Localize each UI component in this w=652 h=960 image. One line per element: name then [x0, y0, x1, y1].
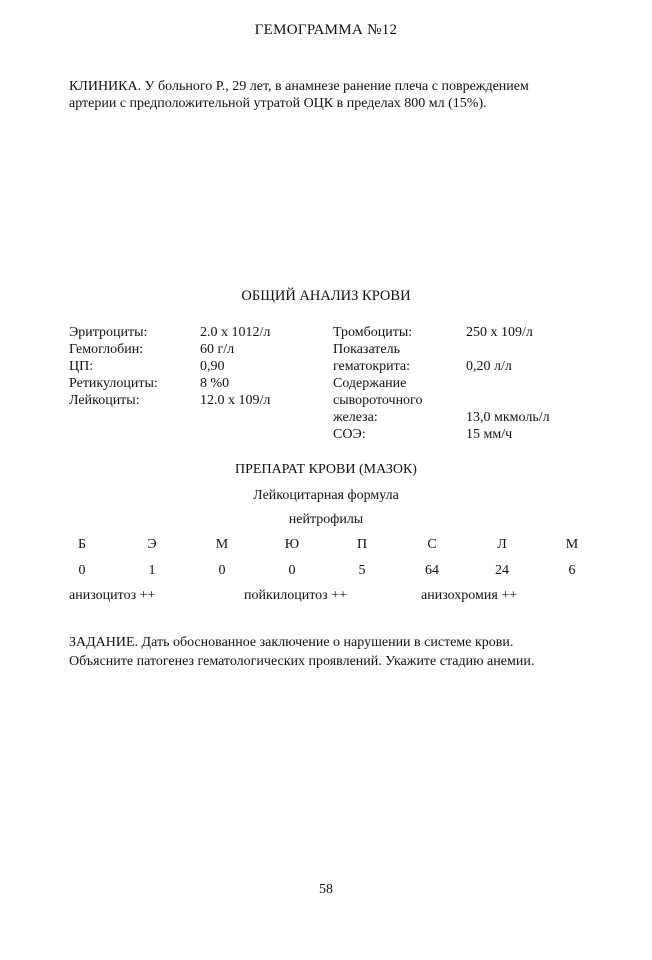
value-serum-iron: 13,0 мкмоль/л: [466, 410, 550, 425]
label-esr: СОЭ:: [333, 427, 366, 442]
value-hematocrit: 0,20 л/л: [466, 359, 512, 374]
value-reticulocytes: 8 %0: [200, 376, 230, 391]
formula-value: 1: [148, 563, 156, 578]
formula-value: 6: [568, 563, 576, 578]
label-hemoglobin: Гемоглобин:: [69, 342, 144, 357]
label-color-index: ЦП:: [69, 359, 94, 374]
cbc-left-values: [200, 324, 270, 409]
anisochromia-note: анизохромия ++: [421, 588, 518, 603]
label-platelets: Тромбоциты:: [333, 325, 413, 340]
value-hemoglobin: 60 г/л: [200, 342, 235, 357]
anisocytosis-note: анизоцитоз ++: [69, 588, 156, 603]
formula-letter: Э: [147, 537, 157, 552]
cbc-right-labels: [333, 324, 422, 443]
label-iron-2: сывороточного: [333, 393, 423, 408]
formula-letter: Ю: [284, 537, 300, 552]
value-erythrocytes: 2.0 х 1012/л: [200, 325, 271, 340]
formula-letter: С: [427, 537, 437, 552]
cbc-right-values: [466, 324, 550, 443]
label-iron-3: железа:: [333, 410, 378, 425]
cbc-left-labels: [69, 324, 158, 409]
leukocyte-formula-title: Лейкоцитарная формула: [253, 488, 399, 503]
formula-letter: П: [356, 537, 368, 552]
label-erythrocytes: Эритроциты:: [69, 325, 148, 340]
value-color-index: 0,90: [200, 359, 225, 374]
task-line-1: ЗАДАНИЕ. Дать обоснованное заключение о нарушении в системе крови.: [69, 635, 514, 650]
neutrophils-title: нейтрофилы: [288, 512, 364, 527]
label-leukocytes: Лейкоциты:: [69, 393, 140, 408]
smear-title: ПРЕПАРАТ КРОВИ (МАЗОК): [235, 462, 417, 477]
formula-letter: М: [565, 537, 579, 552]
formula-value: 0: [78, 563, 86, 578]
document-title: ГЕМОГРАММА №12: [254, 22, 398, 38]
clinic-line-2: артерии с предположительной утратой ОЦК в пределах 800 мл (15%).: [69, 96, 487, 111]
formula-value: 64: [425, 563, 439, 578]
formula-value: 24: [495, 563, 509, 578]
formula-values-row: [62, 563, 592, 579]
value-blank-3: [466, 392, 550, 409]
task-line-2: Объясните патогенез гематологических проявлений. Укажите стадию анемии.: [69, 654, 535, 669]
cbc-title: ОБЩИЙ АНАЛИЗ КРОВИ: [241, 288, 411, 304]
label-reticulocytes: Ретикулоциты:: [69, 376, 158, 391]
clinic-description: [69, 78, 589, 112]
value-blank-2: [466, 375, 550, 392]
value-esr: 15 мм/ч: [466, 427, 513, 442]
formula-value: 0: [218, 563, 226, 578]
task-section: [69, 633, 534, 671]
poikilocytosis-note: пойкилоцитоз ++: [244, 588, 348, 603]
label-hematocrit-1: Показатель: [333, 342, 400, 357]
page-number: 58: [319, 882, 333, 897]
clinic-line-1: КЛИНИКА. У больного Р., 29 лет, в анамнезе ранение плеча с повреждением: [69, 79, 529, 94]
formula-letter: Л: [497, 537, 507, 552]
label-hematocrit-2: гематокрита:: [333, 359, 411, 374]
formula-value: 0: [288, 563, 296, 578]
label-iron-1: Содержание: [333, 376, 407, 391]
formula-letter: Б: [77, 537, 87, 552]
formula-letter: М: [215, 537, 229, 552]
value-blank-1: [466, 341, 550, 358]
formula-value: 5: [358, 563, 366, 578]
value-leukocytes: 12.0 х 109/л: [200, 393, 271, 408]
value-platelets: 250 х 109/л: [466, 325, 533, 340]
formula-letters-row: [62, 537, 592, 553]
